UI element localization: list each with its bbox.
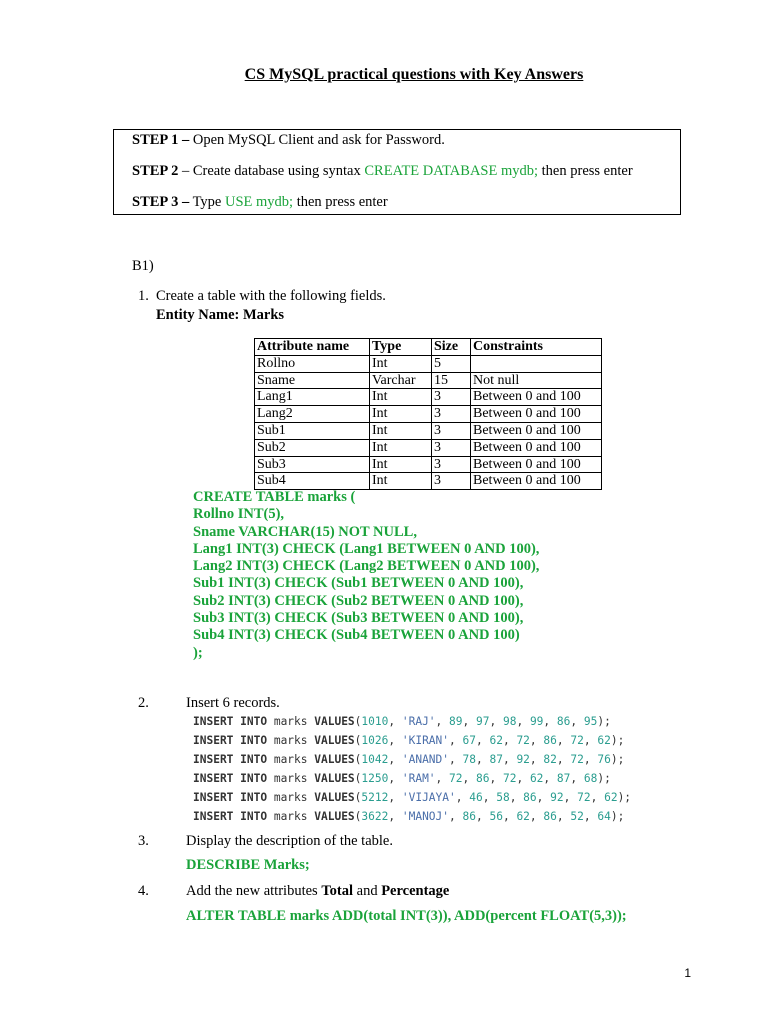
step-3-after: then press enter (293, 194, 388, 210)
table-cell: 3 (432, 406, 471, 423)
sql-keyword: VALUES (314, 791, 355, 804)
step-3-code: USE mydb; (225, 194, 294, 210)
table-cell: Between 0 and 100 (471, 439, 602, 456)
sql-table: marks (267, 791, 315, 804)
code-line: Sub3 INT(3) CHECK (Sub3 BETWEEN 0 AND 100), (193, 610, 524, 627)
insert-line: INSERT INTO marks VALUES(3622, 'MANOJ', 86, 56, 62, 86, 52, 64); (193, 810, 625, 823)
step-2-text: – Create database using syntax (178, 163, 365, 179)
code-line: Sub2 INT(3) CHECK (Sub2 BETWEEN 0 AND 100), (193, 592, 524, 609)
q4-text-a: Add the new attributes (186, 883, 322, 899)
table-cell: 3 (432, 473, 471, 490)
sql-value: 52 (570, 810, 584, 823)
table-row (255, 456, 602, 473)
insert-line: INSERT INTO marks VALUES(5212, 'VIJAYA', 46, 58, 86, 92, 72, 62); (193, 791, 632, 804)
page-title: CS MySQL practical questions with Key Answers (244, 66, 584, 83)
table-cell: 15 (432, 372, 471, 389)
sql-value: 68 (583, 772, 598, 785)
table-row (255, 422, 602, 439)
sql-value: 76 (597, 753, 611, 766)
table-cell: Lang1 (255, 389, 370, 406)
code-line: Sub4 INT(3) CHECK (Sub4 BETWEEN 0 AND 100) (193, 627, 520, 644)
code-line: Rollno INT(5), (193, 506, 285, 523)
sql-value: 72 (502, 772, 517, 785)
sql-value: 99 (529, 715, 544, 728)
header-size: Size (432, 339, 471, 356)
table-cell: Int (370, 439, 432, 456)
steps-box (113, 129, 681, 215)
attributes-table (254, 338, 602, 490)
sql-value: 86 (523, 791, 537, 804)
section-label: B1) (132, 258, 154, 274)
sql-id: 1042 (361, 753, 389, 766)
insert-line: INSERT INTO marks VALUES(1026, 'KIRAN', 67, 62, 72, 86, 72, 62); (193, 734, 625, 747)
table-cell: Int (370, 389, 432, 406)
sql-keyword: VALUES (314, 734, 355, 747)
sql-keyword: INSERT INTO (193, 791, 268, 804)
insert-line: INSERT INTO marks VALUES(1042, 'ANAND', 78, 87, 92, 82, 72, 76); (193, 753, 625, 766)
table-cell: Varchar (370, 372, 432, 389)
step-3-text: Type (189, 194, 225, 210)
q4-percentage: Percentage (381, 883, 450, 899)
q3-text: Display the description of the table. (186, 833, 393, 849)
sql-value: 92 (550, 791, 564, 804)
table-cell: Int (370, 355, 432, 372)
table-cell: Rollno (255, 355, 370, 372)
insert-line: INSERT INTO marks VALUES(1250, 'RAM', 72, 86, 72, 62, 87, 68); (193, 772, 611, 785)
sql-keyword: INSERT INTO (193, 734, 268, 747)
q2-text: Insert 6 records. (186, 695, 280, 711)
sql-value: 86 (543, 734, 557, 747)
sql-keyword: INSERT INTO (193, 753, 268, 766)
q4-text-b: and (353, 883, 382, 899)
table-row (255, 372, 602, 389)
sql-value: 86 (462, 810, 476, 823)
table-cell: Not null (471, 372, 602, 389)
sql-value: 89 (449, 715, 463, 728)
table-cell: Between 0 and 100 (471, 422, 602, 439)
table-header-row (255, 339, 602, 356)
create-table-code (193, 489, 539, 662)
q4-answer: ALTER TABLE marks ADD(total INT(3)), ADD(percent FLOAT(5,3)); (186, 908, 627, 924)
step-2-after: then press enter (538, 163, 633, 179)
table-cell (471, 355, 602, 372)
table-cell: Sub3 (255, 456, 370, 473)
sql-keyword: INSERT INTO (193, 810, 268, 823)
sql-table: marks (267, 753, 315, 766)
q1-text: Create a table with the following fields. (156, 288, 386, 304)
q4-number: 4. (138, 883, 149, 899)
q1-number: 1. (138, 288, 149, 304)
sql-value: 97 (476, 715, 490, 728)
sql-id: 1026 (361, 734, 389, 747)
step-3 (132, 194, 388, 211)
sql-table: marks (267, 772, 315, 785)
q4-total: Total (321, 883, 354, 899)
table-cell: Int (370, 456, 432, 473)
table-cell: Lang2 (255, 406, 370, 423)
table-row (255, 389, 602, 406)
sql-value: 56 (489, 810, 503, 823)
step-2 (132, 163, 633, 180)
header-type: Type (370, 339, 432, 356)
table-cell: Sub1 (255, 422, 370, 439)
sql-value: 62 (489, 734, 503, 747)
sql-value: 64 (597, 810, 611, 823)
sql-name: 'ANAND' (401, 753, 450, 766)
sql-value: 62 (604, 791, 618, 804)
sql-value: 92 (516, 753, 530, 766)
table-cell: Between 0 and 100 (471, 473, 602, 490)
code-line: Sub1 INT(3) CHECK (Sub1 BETWEEN 0 AND 100), (193, 575, 524, 592)
code-line: Lang2 INT(3) CHECK (Lang2 BETWEEN 0 AND 100), (193, 558, 540, 575)
sql-value: 72 (577, 791, 591, 804)
header-constraints: Constraints (471, 339, 602, 356)
sql-table: marks (267, 715, 315, 728)
table-cell: Sub2 (255, 439, 370, 456)
sql-value: 72 (449, 772, 463, 785)
table-cell: Int (370, 422, 432, 439)
sql-value: 87 (556, 772, 571, 785)
sql-name: 'RAJ' (401, 715, 436, 728)
table-cell: 3 (432, 422, 471, 439)
sql-value: 62 (516, 810, 530, 823)
sql-value: 46 (469, 791, 483, 804)
sql-value: 87 (489, 753, 503, 766)
table-cell: Between 0 and 100 (471, 389, 602, 406)
table-cell: Sname (255, 372, 370, 389)
sql-keyword: VALUES (314, 753, 355, 766)
step-2-label: STEP 2 (132, 163, 179, 179)
table-cell: Int (370, 473, 432, 490)
table-cell: 3 (432, 456, 471, 473)
sql-id: 3622 (361, 810, 389, 823)
sql-name: 'RAM' (401, 772, 436, 785)
sql-table: marks (267, 810, 315, 823)
q3-number: 3. (138, 833, 149, 849)
sql-value: 86 (556, 715, 571, 728)
q3-answer: DESCRIBE Marks; (186, 857, 310, 873)
step-1-label: STEP 1 – (132, 132, 190, 148)
sql-value: 86 (543, 810, 557, 823)
table-row (255, 473, 602, 490)
sql-name: 'MANOJ' (401, 810, 450, 823)
code-line: CREATE TABLE marks ( (193, 489, 356, 505)
sql-id: 1010 (361, 715, 389, 728)
q4-text (186, 883, 449, 900)
sql-id: 5212 (361, 791, 389, 804)
sql-value: 95 (583, 715, 598, 728)
step-2-code: CREATE DATABASE mydb; (364, 163, 539, 179)
step-1 (132, 132, 445, 149)
sql-table: marks (267, 734, 315, 747)
table-cell: Between 0 and 100 (471, 456, 602, 473)
sql-keyword: INSERT INTO (193, 715, 268, 728)
step-1-text: Open MySQL Client and ask for Password. (189, 132, 445, 148)
sql-name: 'KIRAN' (401, 734, 450, 747)
table-cell: Int (370, 406, 432, 423)
entity-name: Entity Name: Marks (156, 307, 285, 323)
table-row (255, 355, 602, 372)
q2-number: 2. (138, 695, 149, 711)
table-cell: Between 0 and 100 (471, 406, 602, 423)
table-cell: 3 (432, 439, 471, 456)
header-attribute: Attribute name (255, 339, 370, 356)
table-row (255, 439, 602, 456)
sql-keyword: VALUES (314, 715, 355, 728)
code-line: ); (193, 644, 203, 661)
step-3-label: STEP 3 – (132, 194, 190, 210)
sql-keyword: INSERT INTO (193, 772, 268, 785)
page-number: 1 (684, 966, 691, 980)
table-row (255, 406, 602, 423)
sql-keyword: VALUES (314, 810, 355, 823)
sql-value: 98 (502, 715, 517, 728)
sql-value: 82 (543, 753, 557, 766)
sql-value: 72 (516, 734, 530, 747)
sql-value: 67 (462, 734, 476, 747)
insert-statements (193, 712, 631, 826)
sql-value: 58 (496, 791, 510, 804)
table-cell: 5 (432, 355, 471, 372)
sql-value: 86 (476, 772, 490, 785)
table-cell: 3 (432, 389, 471, 406)
sql-value: 72 (570, 734, 584, 747)
sql-value: 62 (529, 772, 544, 785)
sql-value: 72 (570, 753, 584, 766)
code-line: Sname VARCHAR(15) NOT NULL, (193, 523, 417, 540)
code-line: Lang1 INT(3) CHECK (Lang1 BETWEEN 0 AND 100), (193, 540, 540, 557)
sql-id: 1250 (361, 772, 389, 785)
sql-keyword: VALUES (314, 772, 355, 785)
sql-value: 78 (462, 753, 476, 766)
table-cell: Sub4 (255, 473, 370, 490)
sql-name: 'VIJAYA' (401, 791, 456, 804)
insert-line: INSERT INTO marks VALUES(1010, 'RAJ', 89, 97, 98, 99, 86, 95); (193, 715, 611, 728)
sql-value: 62 (597, 734, 611, 747)
